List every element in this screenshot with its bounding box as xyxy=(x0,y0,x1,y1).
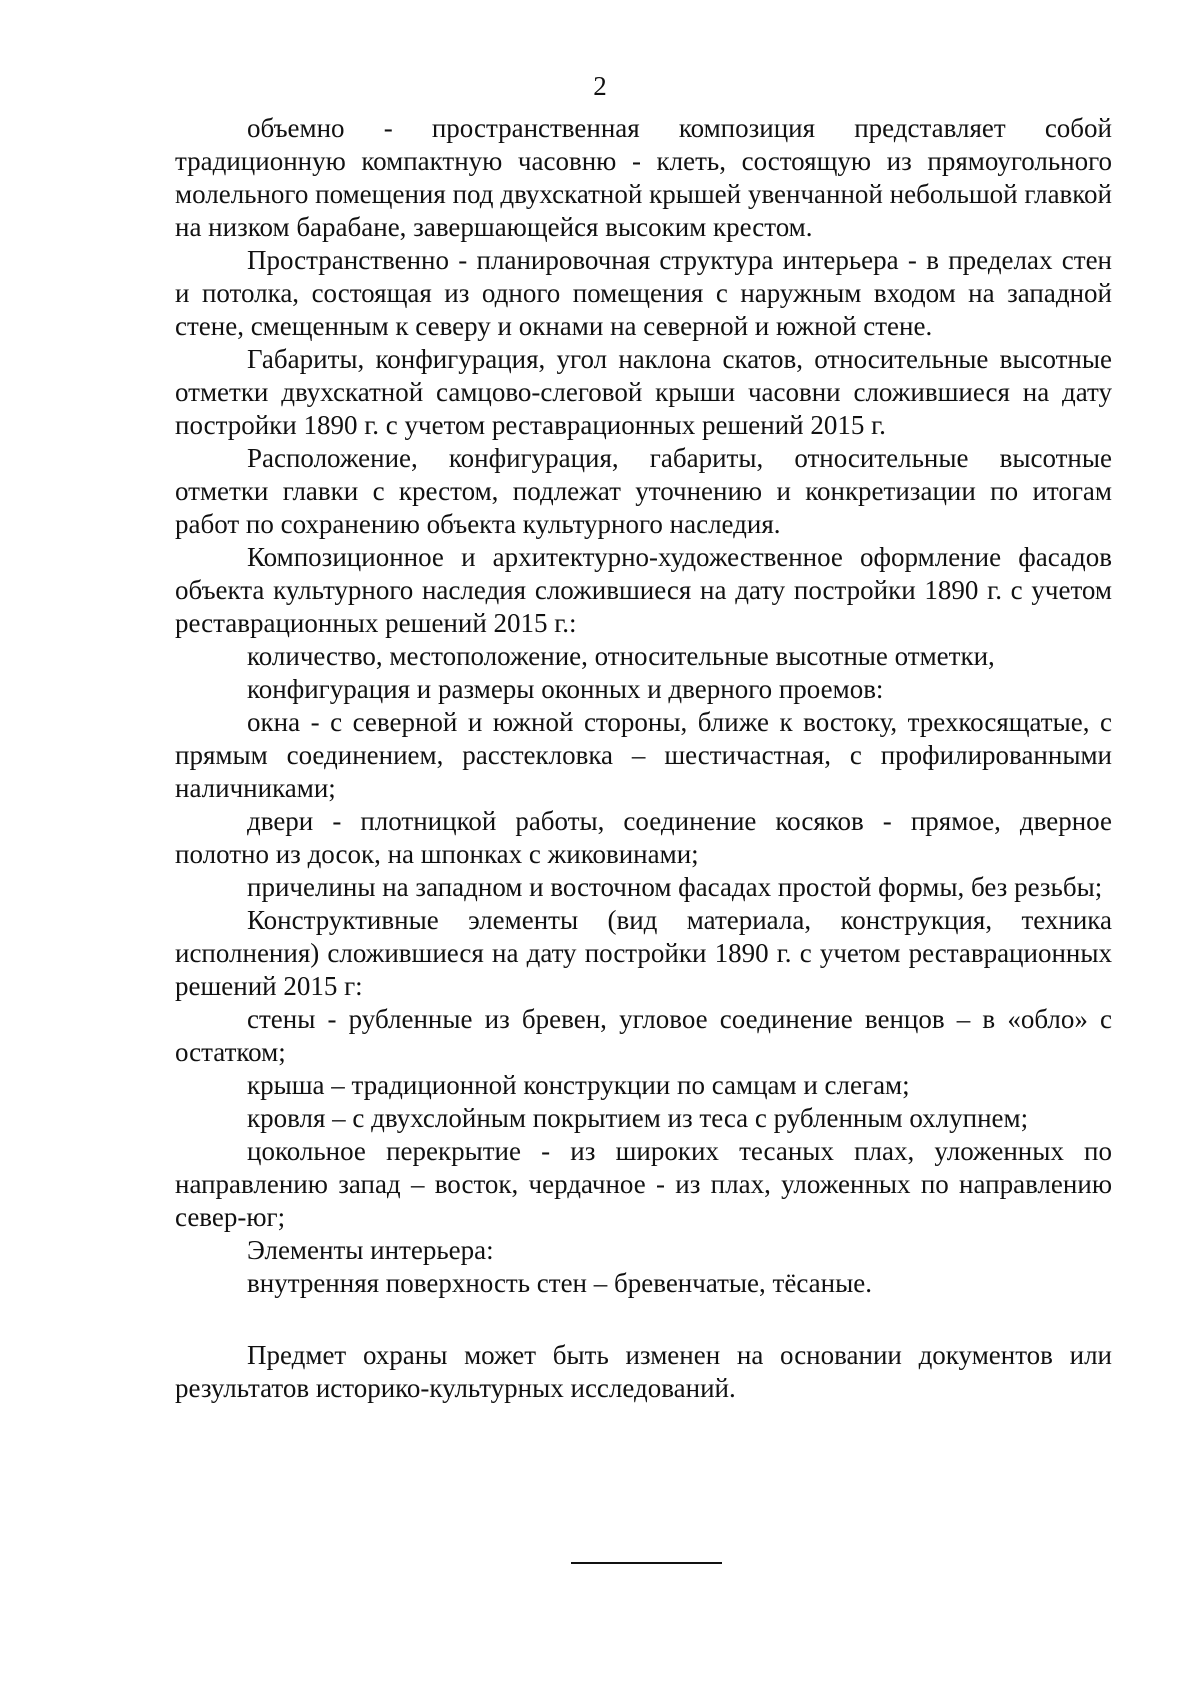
paragraph-composition: объемно - пространственная композиция представляет собой традиционную компактную часовню - клеть, состоящую из прямоугольного молельного помещения под двухскатной крышей увенчанной небольшой главкой на низком барабане, завершающейся высоким крестом. xyxy=(175,113,1112,242)
list-item-walls: стены - рубленные из бревен, угловое соединение венцов – в «обло» с остатком; xyxy=(175,1004,1112,1067)
list-item-windows: окна - с северной и южной стороны, ближе к востоку, трехкосящатые, с прямым соединением, расстекловка – шестичастная, с профилированными наличниками; xyxy=(175,707,1112,803)
page-number: 2 xyxy=(593,71,607,101)
list-item-doors: двери - плотницкой работы, соединение косяков - прямое, дверное полотно из досок, на шпонках с жиковинами; xyxy=(175,806,1112,869)
list-item-roof: крыша – традиционной конструкции по самцам и слегам; xyxy=(247,1070,910,1100)
paragraph-spacer xyxy=(175,1300,1112,1339)
list-item-roofing: кровля – с двухслойным покрытием из теса с рубленным охлупнем; xyxy=(247,1103,1029,1133)
paragraph-roof-dimensions: Габариты, конфигурация, угол наклона скатов, относительные высотные отметки двухскатной самцово-слеговой крыши часовни сложившиеся на дату постройки 1890 г. с учетом реставрационных решений 2015 г. xyxy=(175,344,1112,440)
list-item-inner-walls: внутренняя поверхность стен – бревенчатые, тёсаные. xyxy=(247,1268,872,1298)
list-item-bargeboards: причелины на западном и восточном фасадах простой формы, без резьбы; xyxy=(247,872,1103,902)
paragraph-interior-elements: Элементы интерьера: xyxy=(247,1235,494,1265)
paragraph-closing: Предмет охраны может быть изменен на основании документов или результатов историко-культурных исследований. xyxy=(175,1340,1112,1403)
document-body xyxy=(175,112,1112,1405)
list-item-floors: цокольное перекрытие - из широких тесаных плах, уложенных по направлению запад – восток, чердачное - из плах, уложенных по направлению север-юг; xyxy=(175,1136,1112,1232)
paragraph-interior-structure: Пространственно - планировочная структура интерьера - в пределах стен и потолка, состоящая из одного помещения с наружным входом на западной стене, смещенным к северу и окнами на северной и южной стене. xyxy=(175,245,1112,341)
list-item-quantity: количество, местоположение, относительные высотные отметки, xyxy=(247,641,995,671)
end-divider xyxy=(571,1562,722,1564)
paragraph-dome-location: Расположение, конфигурация, габариты, относительные высотные отметки главки с крестом, подлежат уточнению и конкретизации по итогам работ по сохранению объекта культурного наследия. xyxy=(175,443,1112,539)
paragraph-facade-design: Композиционное и архитектурно-художественное оформление фасадов объекта культурного наследия сложившиеся на дату постройки 1890 г. с учетом реставрационных решений 2015 г.: xyxy=(175,542,1112,638)
paragraph-structural-elements: Конструктивные элементы (вид материала, конструкция, техника исполнения) сложившиеся на дату постройки 1890 г. с учетом реставрационных решений 2015 г: xyxy=(175,905,1112,1001)
list-item-openings: конфигурация и размеры оконных и дверного проемов: xyxy=(247,674,884,704)
